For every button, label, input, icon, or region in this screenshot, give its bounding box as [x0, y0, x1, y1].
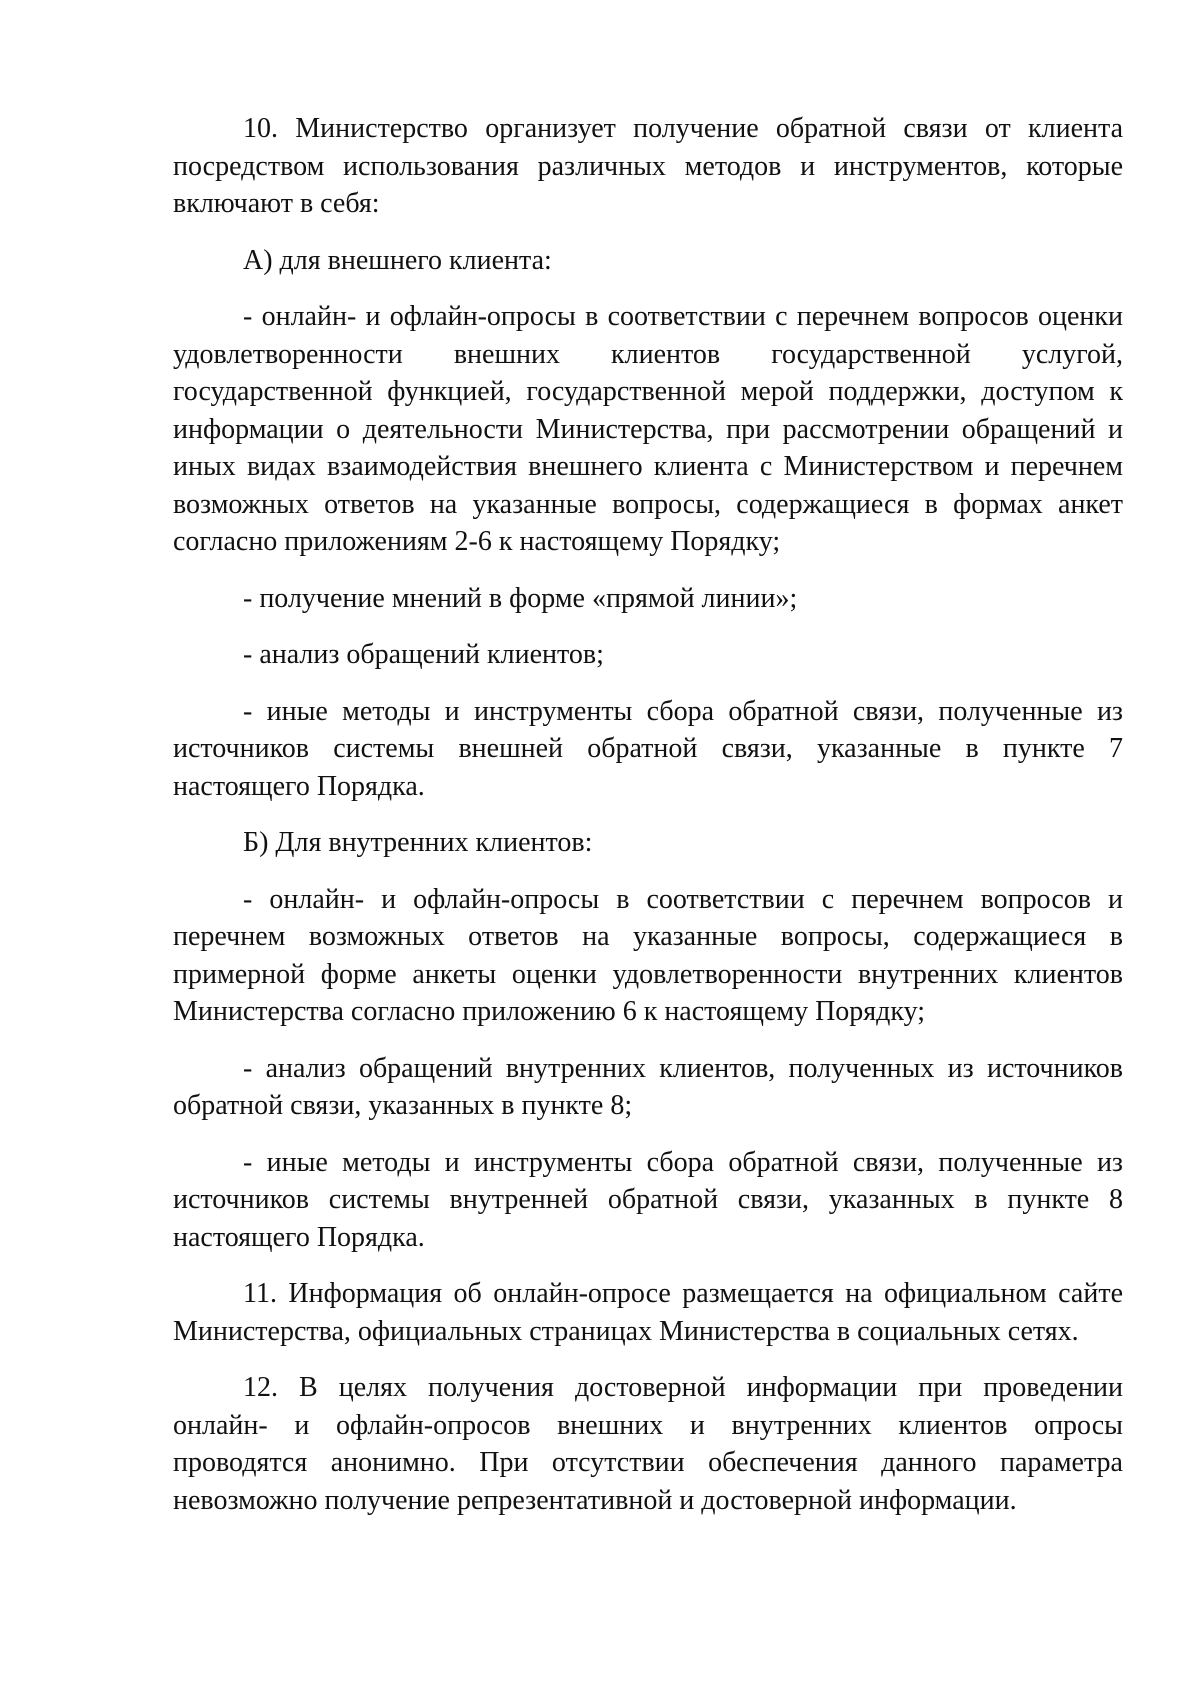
paragraph-a-item-2: - получение мнений в форме «прямой линии»;	[243, 582, 798, 614]
document-page	[173, 110, 1123, 1538]
paragraph-11: 11. Информация об онлайн-опросе размещается на официальном сайте Министерства, официальных страницах Министерства в социальных сетях.	[173, 1278, 1123, 1347]
paragraph-b-item-3: - иные методы и инструменты сбора обратной связи, полученные из источников системы внутренней обратной связи, указанных в пункте 8 настоящего Порядка.	[173, 1146, 1123, 1253]
paragraph-a-item-3: - анализ обращений клиентов;	[243, 639, 604, 670]
paragraph-a-item-4: - иные методы и инструменты сбора обратной связи, полученные из источников системы внешней обратной связи, указанные в пункте 7 настоящего Порядка.	[173, 695, 1123, 802]
paragraph-10: 10. Министерство организует получение обратной связи от клиента посредством использования различных методов и инструментов, которые включают в себя:	[173, 113, 1123, 219]
paragraph-a-item-1: - онлайн- и офлайн-опросы в соответствии с перечнем вопросов оценки удовлетворенности внешних клиентов государственной услугой, государственной функцией, государственной мерой поддержки, доступом к информации о деятельности Министерства, при рассмотрении обращений и иных видах взаимодействия внешнего клиента с Министерством и перечнем возможных ответов на указанные вопросы, содержащиеся в формах анкет согласно приложениям 2-6 к настоящему Порядку;	[173, 301, 1123, 557]
paragraph-b-heading: Б) Для внутренних клиентов:	[243, 827, 593, 858]
paragraph-a-heading: А) для внешнего клиента:	[243, 244, 552, 276]
paragraph-12: 12. В целях получения достоверной информации при проведении онлайн- и офлайн-опросов внешних и внутренних клиентов опросы проводятся анонимно. При отсутствии обеспечения данного параметра невозможно получение репрезентативной и достоверной информации.	[173, 1372, 1123, 1516]
paragraph-b-item-1: - онлайн- и офлайн-опросы в соответствии с перечнем вопросов и перечнем возможных ответов на указанные вопросы, содержащиеся в примерной форме анкеты оценки удовлетворенности внутренних клиентов Министерства согласно приложению 6 к настоящему Порядку;	[173, 883, 1123, 1027]
paragraph-b-item-2: - анализ обращений внутренних клиентов, полученных из источников обратной связи, указанных в пункте 8;	[173, 1052, 1123, 1121]
